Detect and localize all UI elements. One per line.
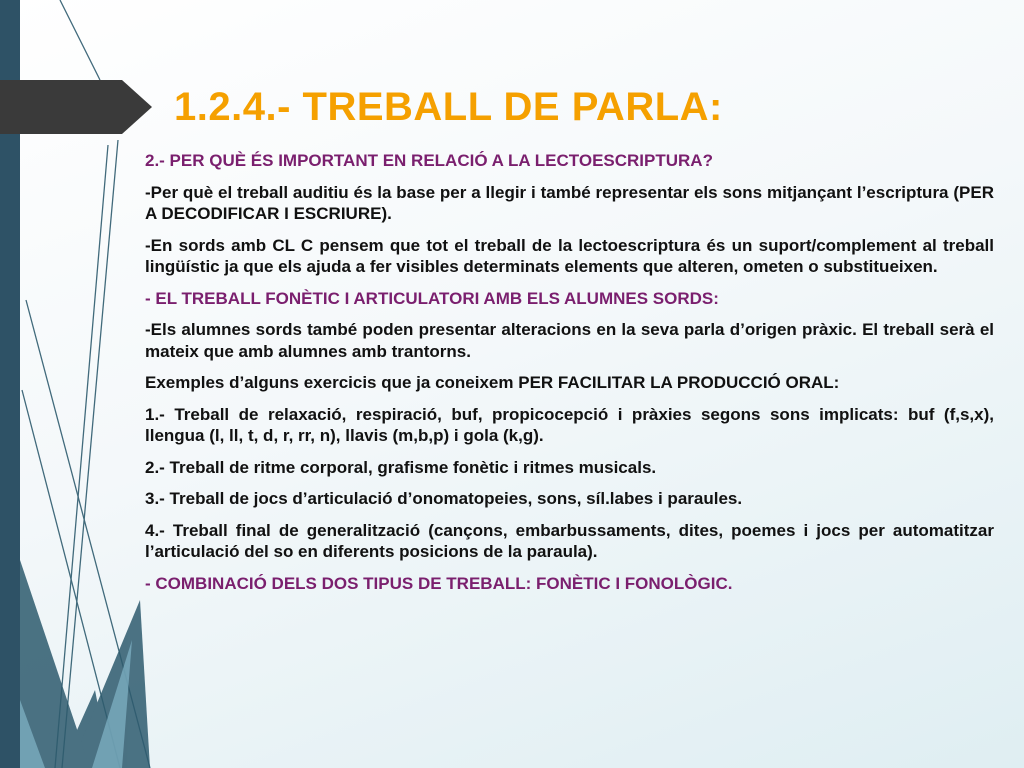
combination-heading: - COMBINACIÓ DELS DOS TIPUS DE TREBALL: FONÈTIC I FONOLÒGIC.: [145, 573, 733, 593]
phonetic-work-heading: - EL TREBALL FONÈTIC I ARTICULATORI AMB ELS ALUMNES SORDS:: [145, 288, 719, 308]
question-heading: 2.- PER QUÈ ÉS IMPORTANT EN RELACIÓ A LA LECTOESCRIPTURA?: [145, 151, 713, 170]
slide-body: [145, 150, 994, 604]
exercise-item-1: 1.- Treball de relaxació, respiració, buf, propicocepció i pràxies segons sons implicats: buf (f,s,x), llengua (l, ll, t, d, r, rr, n), llavis (m,b,p) i gola (k,g).: [145, 404, 994, 445]
deaf-students-paragraph: -Els alumnes sords també poden presentar alteracions en la seva parla d’origen pràxic. El treball serà el mateix que amb alumnes amb trantorns.: [145, 320, 994, 361]
exercise-item-4: 4.- Treball final de generalització (cançons, embarbussaments, dites, poemes i jocs per automatitzar l’articulació del so en diferents posicions de la paraula).: [145, 520, 994, 561]
exercise-item-2: 2.- Treball de ritme corporal, grafisme fonètic i ritmes musicals.: [145, 457, 657, 477]
slide-title: 1.2.4.- TREBALL DE PARLA:: [174, 85, 723, 129]
title-tab-arrow: [0, 80, 152, 134]
exercise-examples-intro: Exemples d’alguns exercicis que ja coneixem PER FACILITAR LA PRODUCCIÓ ORAL:: [145, 373, 840, 392]
exercise-item-3: 3.- Treball de jocs d’articulació d’onomatopeies, sons, síl.labes i paraules.: [145, 489, 743, 508]
cochlear-implant-paragraph: -En sords amb CL C pensem que tot el treball de la lectoescriptura és un suport/complement al treball lingüístic ja que els ajuda a fer visibles determinats elements que alteren, ometen o substitueixen.: [145, 235, 994, 276]
auditory-work-paragraph: -Per què el treball auditiu és la base per a llegir i també representar els sons mitjançant l’escriptura (PER A DECODIFICAR I ESCRIURE).: [145, 182, 994, 223]
